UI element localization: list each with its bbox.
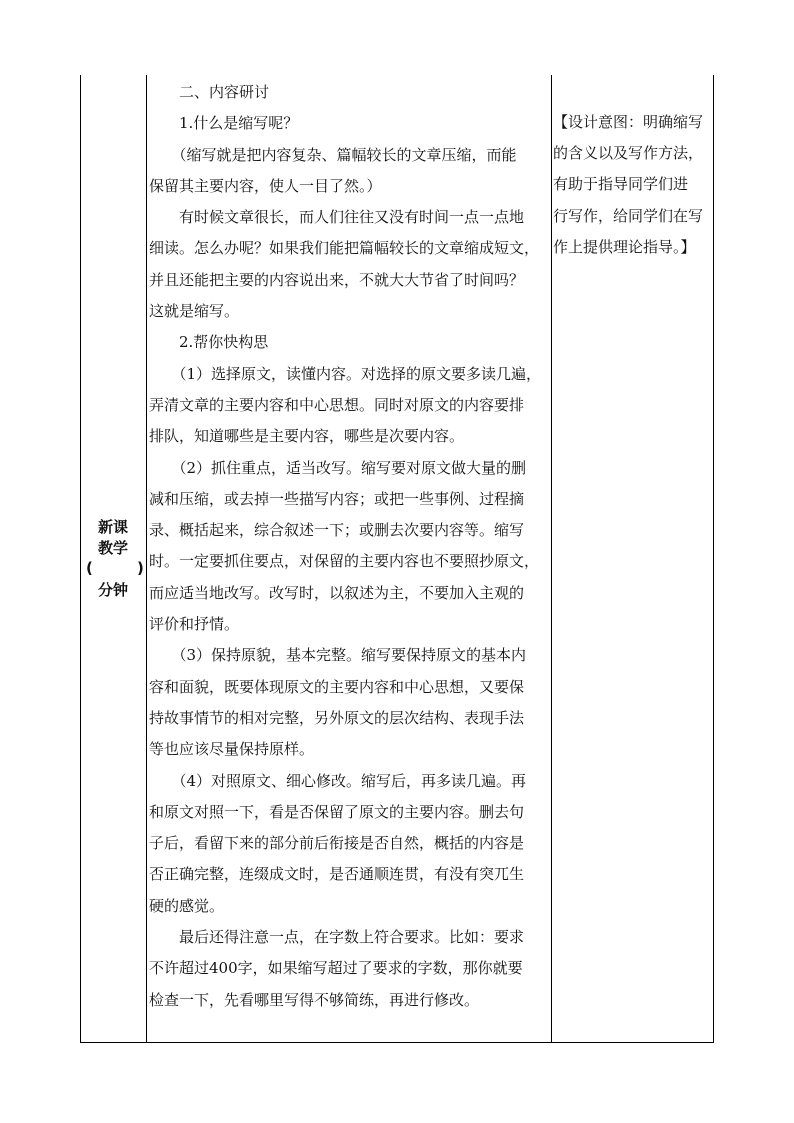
intent-line: 的含义以及写作方法， [553,144,704,163]
content-line: 细读。怎么办呢？如果我们能把篇幅较长的文章缩成短文， [149,239,540,258]
content-line: 检查一下，先看哪里写得不够简练，再进行修改。 [149,990,480,1009]
content-line: 评价和抒情。 [149,615,240,634]
intent-line: 作上提供理论指导。】 [553,237,696,256]
minutes-paren-open: ( [86,559,93,577]
intent-line: 有助于指导同学们进 [553,175,689,194]
content-line: 时。一定要抓住要点，对保留的主要内容也不要照抄原文， [149,552,540,571]
content-line: （4）对照原文、细心修改。缩写后，再多读几遍。再 [149,771,527,790]
content-line: 持故事情节的相对完整，另外原文的层次结构、表现手法 [149,708,525,727]
content-line: 这就是缩写。 [149,302,240,321]
minutes-paren-close: ) [137,559,144,577]
content-line: 1.什么是缩写呢？ [149,114,299,133]
intent-line: 【设计意图：明确缩写 [553,113,704,131]
content-line: 等也应该尽量保持原样。 [149,740,315,759]
table-border-col2 [551,75,552,1043]
content-line: 和原文对照一下，看是否保留了原文的主要内容。删去句 [149,802,525,821]
content-line: 否正确完整，连缀成文时，是否通顺连贯，有没有突兀生 [149,865,525,884]
content-line: 2.帮你快构思 [149,333,269,352]
intent-line: 行写作，给同学们在写 [553,206,704,225]
content-line: 子后，看留下来的部分前后衔接是否自然，概括的内容是 [149,834,525,853]
content-line: 而应适当地改写。改写时，以叙述为主，不要加入主观的 [149,583,525,602]
content-line: 有时候文章很长，而人们往往又没有时间一点一点地 [149,208,525,227]
design-intent-note [553,107,715,263]
section-label-cell [80,75,146,1042]
section-label-line2: 教学 [97,539,128,557]
table-border-bottom [80,1042,714,1043]
content-line: （3）保持原貌，基本完整。缩写要保持原文的基本内 [149,646,527,665]
content-line: 减和压缩，或去掉一些描写内容；或把一些事例、过程摘 [149,489,525,508]
section-label-line1: 新课 [97,518,128,536]
content-line: 不许超过400字，如果缩写超过了要求的字数，那你就要 [149,959,523,978]
content-line: 保留其主要内容，使人一目了然。） [149,176,382,195]
section-label-line3: 分钟 [97,581,128,599]
content-line: （缩写就是把内容复杂、篇幅较长的文章压缩，而能 [149,145,517,164]
content-line: 二、内容研讨 [149,83,270,101]
content-line: 容和面貌，既要体现原文的主要内容和中心思想，又要保 [149,677,525,696]
lesson-content [149,77,551,1016]
content-line: 并且还能把主要的内容说出来，不就大大节省了时间吗？ [149,270,525,289]
content-line: 弄清文章的主要内容和中心思想。同时对原文的内容要排 [149,395,525,414]
content-line: （2）抓住重点，适当改写。缩写要对原文做大量的删 [149,458,527,477]
table-border-col1 [146,75,147,1043]
content-line: 硬的感觉。 [149,896,225,915]
content-line: 最后还得注意一点，在字数上符合要求。比如：要求 [149,928,525,947]
content-line: （1）选择原文，读懂内容。对选择的原文要多读几遍， [149,364,542,383]
content-line: 排队，知道哪些是主要内容，哪些是次要内容。 [149,427,465,446]
content-line: 录、概括起来，综合叙述一下；或删去次要内容等。缩写 [149,521,525,540]
